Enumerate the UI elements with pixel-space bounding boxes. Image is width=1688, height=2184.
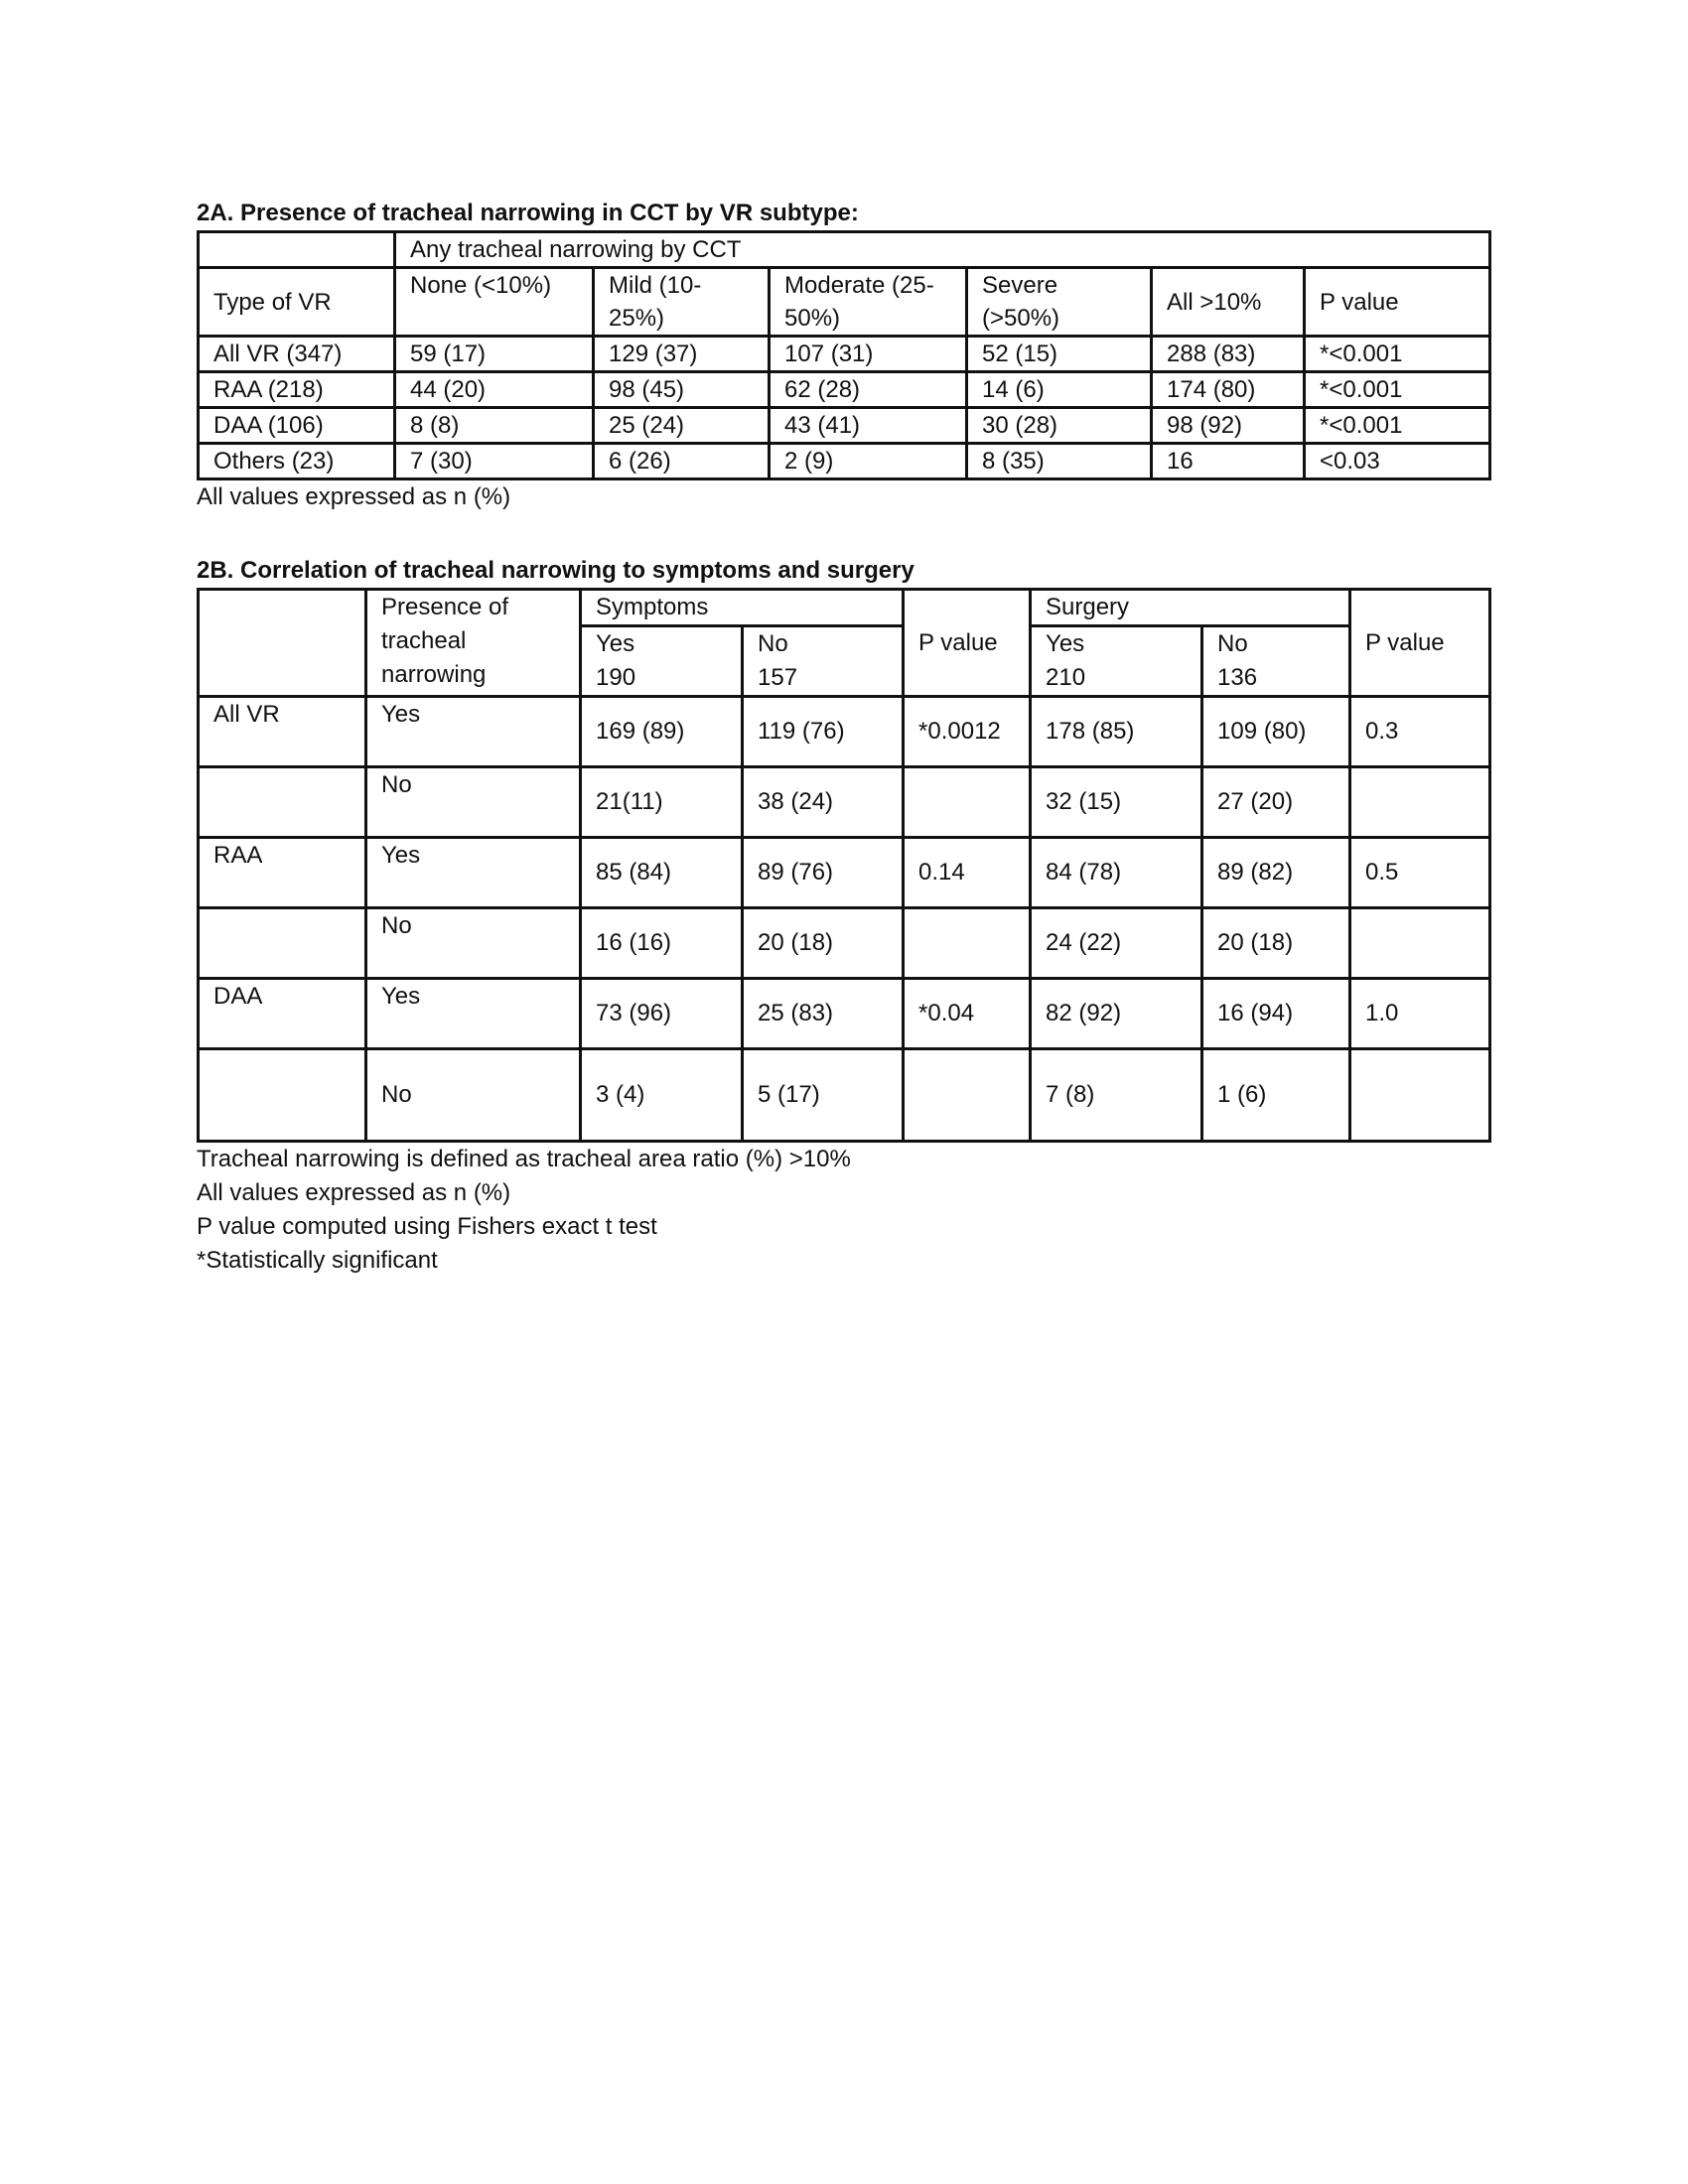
table-cell: RAA	[199, 838, 366, 908]
table-cell: Yes	[366, 697, 581, 767]
document-page	[197, 199, 1487, 1278]
table-cell: 5 (17)	[743, 1049, 904, 1142]
surgery-yes-header: Yes 210	[1031, 626, 1202, 697]
table-cell	[199, 767, 366, 838]
table-cell: 25 (83)	[743, 979, 904, 1049]
table-cell: 20 (18)	[1202, 908, 1350, 979]
table-cell: 174 (80)	[1152, 372, 1305, 408]
table-cell: 109 (80)	[1202, 697, 1350, 767]
table-cell: All VR (347)	[199, 337, 395, 372]
table-cell: 25 (24)	[594, 408, 770, 444]
table-cell: 32 (15)	[1031, 767, 1202, 838]
table-cell: *0.04	[904, 979, 1031, 1049]
surgery-header: Surgery	[1031, 590, 1350, 626]
table-cell	[199, 908, 366, 979]
table-cell: 16 (94)	[1202, 979, 1350, 1049]
table-cell: 0.14	[904, 838, 1031, 908]
table-2b-note: *Statistically significant	[197, 1247, 438, 1274]
table-cell: 84 (78)	[1031, 838, 1202, 908]
table-cell: 1 (6)	[1202, 1049, 1350, 1142]
table-row	[199, 908, 1490, 979]
table-cell: Yes	[366, 838, 581, 908]
table-cell	[1350, 1049, 1490, 1142]
column-header: None (<10%)	[395, 268, 594, 337]
table-2b-note: P value computed using Fishers exact t test	[197, 1213, 657, 1240]
table-cell: 82 (92)	[1031, 979, 1202, 1049]
table-2b-note: Tracheal narrowing is defined as tracheal area ratio (%) >10%	[197, 1146, 851, 1172]
table-cell: 85 (84)	[581, 838, 743, 908]
table-cell: 16	[1152, 444, 1305, 479]
table-2b-note: All values expressed as n (%)	[197, 1179, 511, 1206]
table-cell: 6 (26)	[594, 444, 770, 479]
empty-cell	[199, 590, 366, 697]
table-cell: No	[366, 908, 581, 979]
table-cell	[904, 1049, 1031, 1142]
symptoms-header: Symptoms	[581, 590, 904, 626]
table-cell: 107 (31)	[770, 337, 967, 372]
table-2b-group-row	[199, 590, 1490, 626]
table-cell: 98 (92)	[1152, 408, 1305, 444]
column-header: Type of VR	[199, 268, 395, 337]
table-row	[199, 1049, 1490, 1142]
table-cell: 43 (41)	[770, 408, 967, 444]
table-row	[199, 444, 1490, 479]
table-cell	[199, 1049, 366, 1142]
table-row	[199, 979, 1490, 1049]
table-cell: 73 (96)	[581, 979, 743, 1049]
table-cell: 0.5	[1350, 838, 1490, 908]
table-cell: RAA (218)	[199, 372, 395, 408]
table-cell: 7 (30)	[395, 444, 594, 479]
column-header: Severe (>50%)	[967, 268, 1152, 337]
table-cell: 3 (4)	[581, 1049, 743, 1142]
table-2b	[197, 588, 1491, 1143]
table-cell: Yes	[366, 979, 581, 1049]
column-header: P value	[1305, 268, 1490, 337]
table-row	[199, 838, 1490, 908]
table-row	[199, 767, 1490, 838]
column-header: Moderate (25-50%)	[770, 268, 967, 337]
table-cell	[904, 767, 1031, 838]
empty-cell	[199, 232, 395, 268]
table-2a-title: 2A. Presence of tracheal narrowing in CCT by VR subtype:	[197, 200, 859, 226]
table-cell: *<0.001	[1305, 337, 1490, 372]
surgery-no-header: No 136	[1202, 626, 1350, 697]
column-header: All >10%	[1152, 268, 1305, 337]
table-cell: 7 (8)	[1031, 1049, 1202, 1142]
table-cell: No	[366, 1049, 581, 1142]
table-row	[199, 337, 1490, 372]
surgery-pvalue-header: P value	[1350, 590, 1490, 697]
table-2a-group-row	[199, 232, 1490, 268]
table-cell: 8 (35)	[967, 444, 1152, 479]
table-cell: 30 (28)	[967, 408, 1152, 444]
table-row	[199, 408, 1490, 444]
table-cell: 119 (76)	[743, 697, 904, 767]
table-cell: 44 (20)	[395, 372, 594, 408]
table-cell: 20 (18)	[743, 908, 904, 979]
table-cell: 14 (6)	[967, 372, 1152, 408]
table-cell: 89 (82)	[1202, 838, 1350, 908]
table-cell: 0.3	[1350, 697, 1490, 767]
table-cell: 1.0	[1350, 979, 1490, 1049]
column-header: Mild (10-25%)	[594, 268, 770, 337]
table-cell: 21(11)	[581, 767, 743, 838]
table-cell: <0.03	[1305, 444, 1490, 479]
table-cell: *<0.001	[1305, 372, 1490, 408]
table-cell: 52 (15)	[967, 337, 1152, 372]
table-cell: 178 (85)	[1031, 697, 1202, 767]
table-cell: All VR	[199, 697, 366, 767]
table-cell: 38 (24)	[743, 767, 904, 838]
table-cell	[904, 908, 1031, 979]
table-cell: 27 (20)	[1202, 767, 1350, 838]
table-cell	[1350, 767, 1490, 838]
presence-header: Presence of tracheal narrowing	[366, 590, 581, 697]
table-cell: DAA (106)	[199, 408, 395, 444]
table-cell: 62 (28)	[770, 372, 967, 408]
table-cell: 8 (8)	[395, 408, 594, 444]
symptoms-yes-header: Yes 190	[581, 626, 743, 697]
symptoms-no-header: No 157	[743, 626, 904, 697]
table-2a	[197, 230, 1491, 480]
group-header: Any tracheal narrowing by CCT	[395, 232, 1490, 268]
table-2b-title: 2B. Correlation of tracheal narrowing to symptoms and surgery	[197, 557, 914, 584]
table-cell: 2 (9)	[770, 444, 967, 479]
table-cell: *0.0012	[904, 697, 1031, 767]
table-2a-header-row	[199, 268, 1490, 337]
table-cell	[1350, 908, 1490, 979]
table-row	[199, 372, 1490, 408]
table-cell: 169 (89)	[581, 697, 743, 767]
table-cell: 288 (83)	[1152, 337, 1305, 372]
table-cell: 98 (45)	[594, 372, 770, 408]
table-cell: 89 (76)	[743, 838, 904, 908]
table-cell: No	[366, 767, 581, 838]
table-row	[199, 697, 1490, 767]
table-cell: 129 (37)	[594, 337, 770, 372]
table-cell: 59 (17)	[395, 337, 594, 372]
table-cell: 16 (16)	[581, 908, 743, 979]
table-cell: *<0.001	[1305, 408, 1490, 444]
symptoms-pvalue-header: P value	[904, 590, 1031, 697]
table-cell: 24 (22)	[1031, 908, 1202, 979]
table-cell: DAA	[199, 979, 366, 1049]
table-2a-note: All values expressed as n (%)	[197, 483, 511, 510]
table-cell: Others (23)	[199, 444, 395, 479]
